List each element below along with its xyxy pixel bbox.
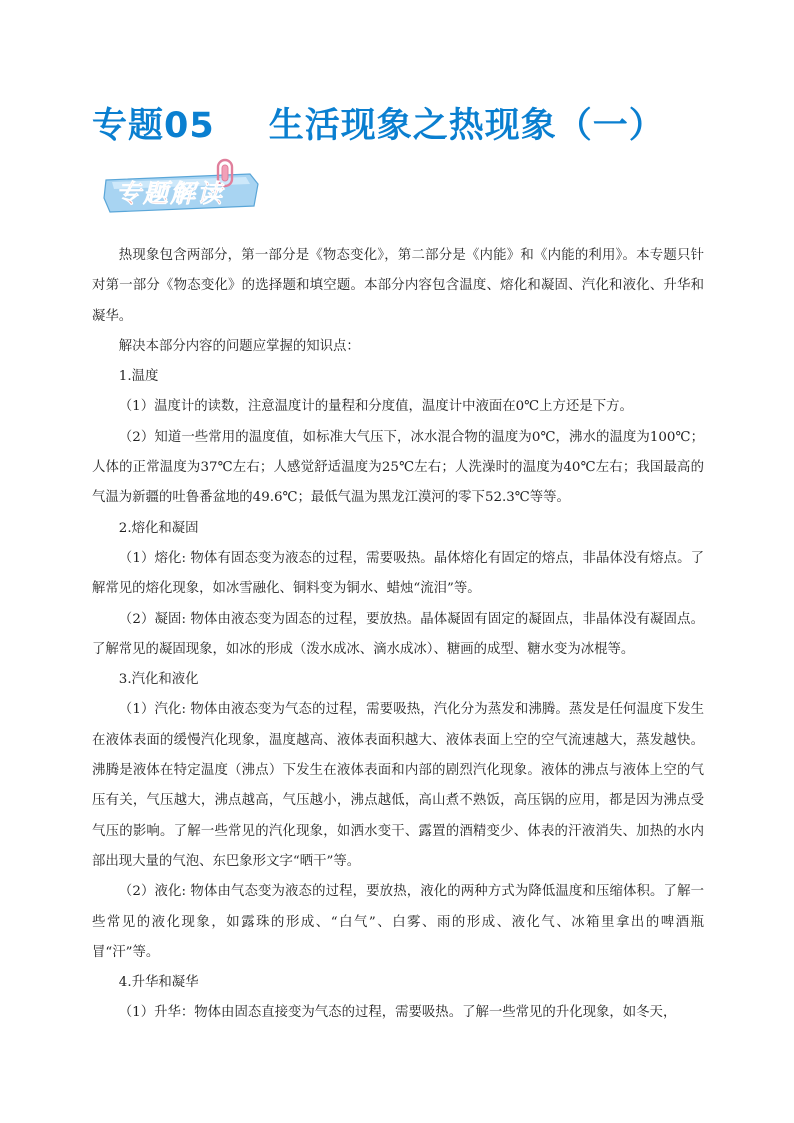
title-code: 专题05 bbox=[92, 106, 215, 146]
page-title bbox=[92, 100, 732, 152]
paragraph-solidification: （2）凝固: 物体由液态变为固态的过程，要放热。晶体凝固有固定的凝固点，非晶体没有凝固点。了解常见的凝固现象，如冰的形成（泼水成冰、滴水成冰）、糖画的成型、糖水变为冰棍等。 bbox=[92, 611, 704, 657]
intro-paragraph: 热现象包含两部分，第一部分是《物态变化》，第二部分是《内能》和《内能的利用》。本专题只针对第一部分《物态变化》的选择题和填空题。本部分内容包含温度、熔化和凝固、汽化和液化、升华和凝华。 bbox=[92, 248, 704, 324]
badge-label: 专题解读 bbox=[116, 179, 225, 208]
section-heading-temperature: 1.温度 bbox=[118, 369, 159, 385]
section-heading-vaporization: 3.汽化和液化 bbox=[118, 672, 199, 688]
section-badge bbox=[100, 158, 262, 216]
paragraph-vaporization: （1）汽化: 物体由液态变为气态的过程，需要吸热，汽化分为蒸发和沸腾。蒸发是任何温度下发生在液体表面的缓慢汽化现象，温度越高、液体表面积越大、液体表面上空的空气流速越大，蒸发越快。沸腾是液体在特定温度（沸点）下发生在液体表面和内部的剧烈汽化现象。液体的沸点与液体上空的气压有关，气压越大，沸点越高，气压越小，沸点越低，高山煮不熟饭，高压锅的应用，都是因为沸点受气压的影响。了解一些常见的汽化现象，如洒水变干、露置的酒精变少、体表的汗液消失、加热的水内部出现大量的气泡、东巴象形文字“晒干”等。 bbox=[92, 702, 704, 869]
paragraph-temperature-2: （2）知道一些常用的温度值，如标准大气压下，冰水混合物的温度为0℃，沸水的温度为100℃；人体的正常温度为37℃左右；人感觉舒适温度为25℃左右；人洗澡时的温度为40℃左右；我国最高的气温为新疆的吐鲁番盆地的49.6℃；最低气温为黑龙江漠河的零下52.3℃等等。 bbox=[92, 429, 704, 506]
section-heading-sublimation: 4.升华和凝华 bbox=[118, 975, 199, 991]
title-text: 生活现象之热现象（一） bbox=[268, 106, 665, 146]
paragraph-liquefaction: （2）液化: 物体由气态变为液态的过程，要放热，液化的两种方式为降低温度和压缩体积。了解一些常见的液化现象，如露珠的形成、“白气”、白雾、雨的形成、液化气、冰箱里拿出的啤酒瓶冒“汗”等。 bbox=[92, 884, 704, 960]
paragraph-sublimation: （1）升华：物体由固态直接变为气态的过程，需要吸热。了解一些常见的升化现象，如冬天， bbox=[118, 1005, 677, 1021]
paragraph-temperature-1: （1）温度计的读数，注意温度计的量程和分度值，温度计中液面在0℃上方还是下方。 bbox=[118, 399, 633, 415]
document-body bbox=[92, 241, 704, 1029]
paragraph-melting: （1）熔化: 物体有固态变为液态的过程，需要吸热。晶体熔化有固定的熔点，非晶体没有熔点。了解常见的熔化现象，如冰雪融化、铜料变为铜水、蜡烛“流泪”等。 bbox=[92, 550, 704, 597]
intro-lead: 解决本部分内容的问题应掌握的知识点： bbox=[118, 338, 360, 354]
section-heading-melting: 2.熔化和凝固 bbox=[118, 520, 199, 536]
